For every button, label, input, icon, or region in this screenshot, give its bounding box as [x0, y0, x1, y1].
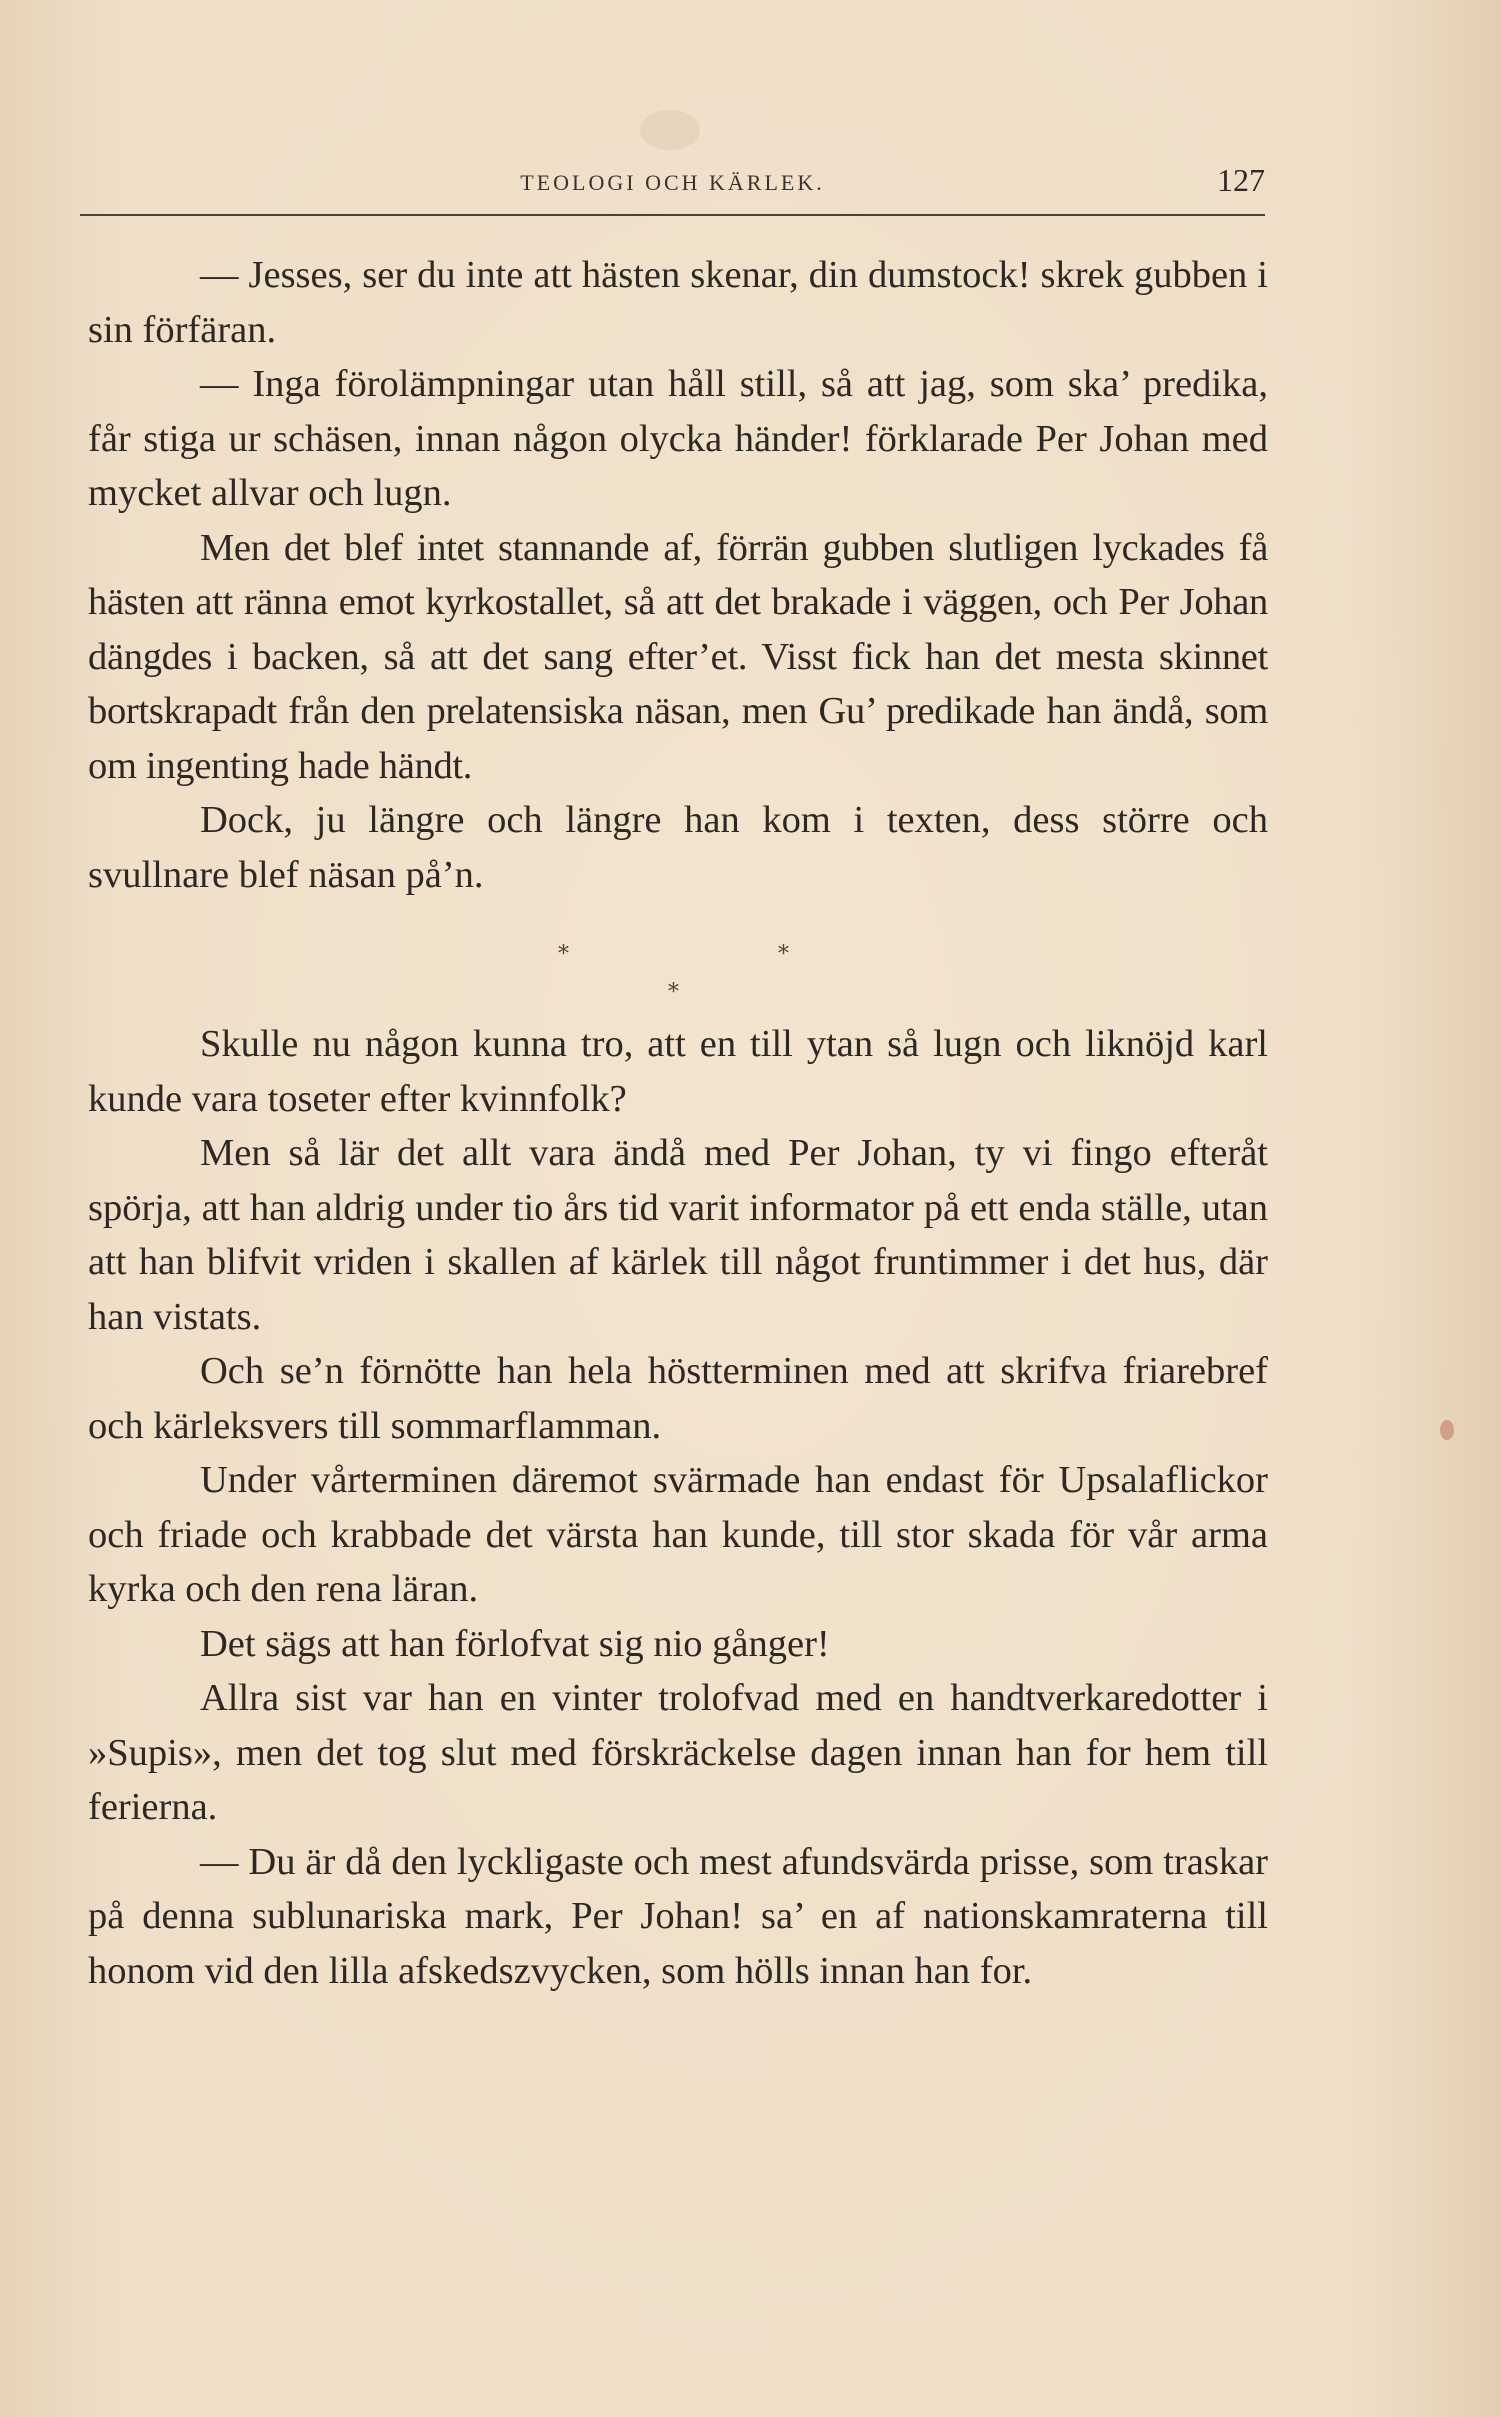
- paragraph: Och se’n förnötte han hela höstterminen med att skrifva friarebref och kärleksvers till sommarflamman.: [88, 1350, 1268, 1447]
- page-number: 127: [1217, 162, 1265, 198]
- paper-stain: [640, 110, 700, 150]
- paragraph: Dock, ju längre och längre han kom i texten, dess större och svullnare blef näsan på’n.: [88, 799, 1268, 896]
- paragraph: Skulle nu någon kunna tro, att en till ytan så lugn och liknöjd karl kunde vara toseter efter kvinnfolk?: [88, 1023, 1268, 1120]
- asterisk-right: *: [778, 942, 789, 967]
- paragraph: — Du är då den lyckligaste och mest afundsvärda prisse, som traskar på denna sublunariska mark, Per Johan! sa’ en af nationskamraterna till honom vid den lilla afskedszvycken, som hölls innan han for.: [88, 1840, 1268, 1992]
- paragraph: Under vårterminen däremot svärmade han endast för Upsalaflickor och friade och krabbade det värsta han kunde, till stor skada för vår arma kyrka och den rena läran.: [88, 1459, 1268, 1610]
- page-header: [80, 160, 1265, 210]
- paragraph: Allra sist var han en vinter trolofvad med en handtverkaredotter i »Supis», men det tog slut med förskräckelse dagen innan han for hem till ferierna.: [88, 1677, 1268, 1828]
- paragraph: Det sägs att han förlofvat sig nio gånger!: [200, 1622, 830, 1665]
- header-rule: [80, 214, 1265, 216]
- asterisk-center: *: [668, 980, 679, 1005]
- paragraph: Men det blef intet stannande af, förrän gubben slutligen lyckades få hästen att ränna emot kyrkostallet, så att det brakade i väggen, och Per Johan dängdes i backen, så att det sang efter’et. Visst fick han det mesta skinnet bortskrapadt från den prelatensiska näsan, men Gu’ predikade han ändå, som om ingenting hade händt.: [88, 526, 1268, 787]
- asterisk-left: *: [558, 942, 569, 967]
- paragraph: — Jesses, ser du inte att hästen skenar, din dumstock! skrek gubben i sin förfäran.: [88, 254, 1268, 351]
- paper-stain: [1440, 1420, 1454, 1440]
- section-break-asterism: [88, 906, 1268, 1015]
- running-title: TEOLOGI OCH KÄRLEK.: [520, 170, 825, 195]
- body-text: [88, 248, 1268, 1998]
- paragraph: — Inga förolämpningar utan håll still, så att jag, som ska’ predika, får stiga ur schäsen, innan någon olycka händer! förklarade Per Johan med mycket allvar och lugn.: [88, 363, 1268, 514]
- paragraph: Men så lär det allt vara ändå med Per Johan, ty vi fingo efteråt spörja, att han aldrig under tio års tid varit informator på ett enda ställe, utan att han blifvit vriden i skallen af kärlek till något fruntimmer i det hus, där han vistats.: [88, 1132, 1268, 1338]
